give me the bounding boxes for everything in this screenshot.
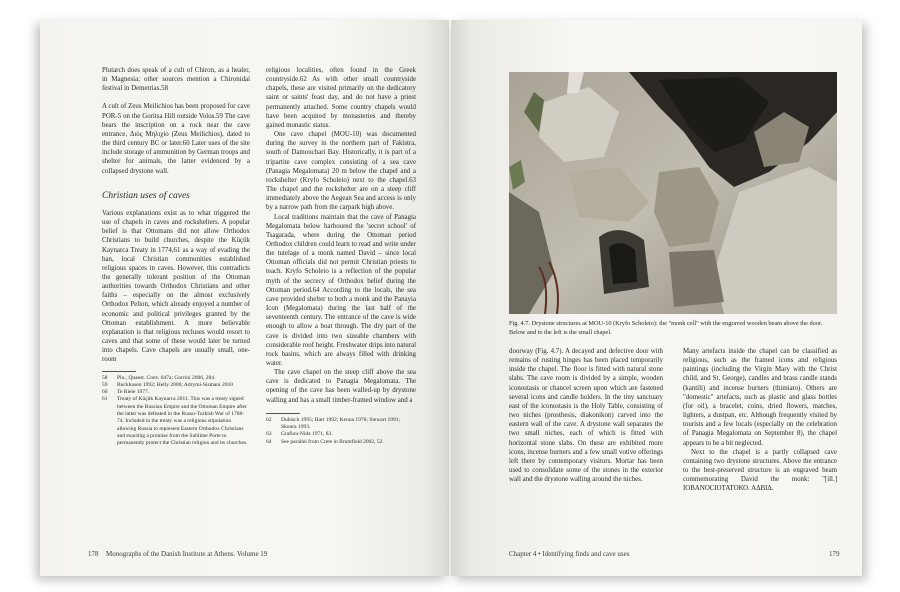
footnote-rule xyxy=(266,413,300,414)
left-running-head: Monographs of the Danish Institute at Athens. Volume 19 xyxy=(106,550,268,558)
cave-rock-image xyxy=(509,72,837,314)
right-running-head: Chapter 4 • Identifying finds and cave uses xyxy=(509,550,630,558)
paragraph: religious localities, often found in the Greek countryside.62 As with other small countryside chapels, these are visited primarily on the dedicatory saint or saints' feast day, and do not have a priest permanently attached. Some country chapels would have been acquired by monasteries and thereby gained monastic status. xyxy=(266,67,416,129)
footnote: 61 Treaty of Küçük Kaynarca 2011. This was a treaty signed between the Russian Empire and the Ottoman Empire after the latter was defeated in the Russo-Turkish War of 1768-74. Included in the treaty was a religious stipulation allowing Russia to represent Eastern Orthodox Christians and exacting a promise from the Sublime Porte to permanently protect the Christian religion and its churches. xyxy=(102,396,248,447)
left-column-1 xyxy=(102,66,250,448)
cave-photograph xyxy=(509,72,837,314)
right-page-number: 179 xyxy=(829,550,840,558)
paragraph: Many artefacts inside the chapel can be classified as religious, such as the framed icons and religious paintings (including the Virgin Mary with the Christ child, and St. George), candles and brass candle stands (kantili) and incense burners (thimiato). Others are "domestic" artefacts, such as plastic and glass bottles (for oil), a bracelet, coins, dried flowers, matches, lighters, a dustpan, etc. Although frequently visited by tourists and a few locals (especially on the celebration of Panagia Megalomata on September 8), the chapel appears to be a bit neglected. xyxy=(683,348,837,447)
paragraph: doorway (Fig. 4.7). A decayed and defective door with remains of rusting hinges has been placed temporarily inside the chapel. The floor is fitted with natural stone slabs. The cave room is divided by a simple, wooden iconostasis or chancel screen upon which are fastened several icons and candle holders. In the tiny sanctuary east of the iconostasis is the Holy Table, consisting of two niches (prosthesis, diakonikon) carved into the eastern wall of the cave. A drystone wall separates the two small niches, each of which is fitted with horizontal stone slabs. On these are exhibited more icons, incense burners and a few small votive offerings left there by contemporary visitors. Mortar has been used to consolidate some of the stones in the exterior wall and the drystone walling around the niches. xyxy=(509,348,663,484)
paragraph: A cult of Zeus Meilichios has been proposed for cave POR-5 on the Goritsa Hill outside Volos.59 The cave bears the inscription on a rock near the cave entrance, Διὸς Μηλιχίο (Zeus Meilichios), dated to the third century BC or later.60 Later uses of the site include storage of ammunition by German troops and shelter for animals, the latter evidenced by a collapsed drystone wall. xyxy=(102,103,250,175)
right-page xyxy=(451,20,862,576)
paragraph: Local traditions maintain that the cave of Panagia Megalomata below harboured the 'secret school' of Tsagarada, where during the Ottoman period Orthodox children could learn to read and write under the tutelage of a monk named David – since local Ottoman officials did not permit Christian priests to teach. Kryfo Scholeio is a reflection of the popular myth of the secrecy of Orthodox belief during the Ottoman period.64 According to the locals, the sea cave provided shelter to both a monk and the Panayia Icon (Megalomata) during the last half of the seventeenth century. The entrance of the cave is wide enough to allow a boat through. The dry part of the cave is divided into two sizeable chambers with considerable roof height. Freshwater drips into natural rock basins, which are always filled with drinking water. xyxy=(266,213,416,367)
paragraph: The cave chapel on the steep cliff above the sea cave is dedicated to Panagia Megalomata. The opening of the cave has been walled-up by drystone walling and has a small timber-framed window and a xyxy=(266,369,416,404)
right-column-1 xyxy=(509,347,663,484)
section-heading: Christian uses of caves xyxy=(102,190,190,201)
open-book xyxy=(40,20,862,576)
footnote: 58 Plu., Quaest. Conv. 647a; Gorrini 2006, 284. xyxy=(102,374,216,381)
left-page xyxy=(40,20,449,576)
footnote: 62 Dubisch 1995; Hart 1992; Kenna 1976; Stewart 1991; Skoura 1993. xyxy=(266,416,400,431)
paragraph: One cave chapel (MOU-10) was documented during the survey in the northern part of Fakistra, south of Damouchari Bay. Historically, it is part of a tripartite cave complex consisting of a sea cave (Panagia Megalomata) 20 m below the chapel and a rockshelter (Kryfo Scholeio) next to the chapel.63 The chapel and the rockshelter are on a steep cliff immediately above the Aegean Sea and access is only by a narrow path from the carpark high above. xyxy=(266,131,416,212)
left-column-2 xyxy=(266,66,416,446)
footnote: 64 See parallel from Crete in Brumfield 2002, 52. xyxy=(266,438,384,445)
footnote: 59 Buckhusen 1992; Helly 2006; Adrymi-Sismani 2010 xyxy=(102,381,233,388)
paragraph: Plutarch does speak of a cult of Chiron, as a healer, in Magnesia; other sources mention a Chironidai festival in Demetrias.58 xyxy=(102,67,250,93)
footnote: 63 Grafiou-Nida 1971, 83. xyxy=(266,431,333,438)
footnote-rule xyxy=(102,371,136,372)
paragraph: Various explanations exist as to what triggered the use of chapels in caves and rockshelters. A popular belief is that Ottomans did not allow Orthodox Christians to build churches, despite the Küçük Kaynarca Treaty in 1774,61 as a way of evading the ban, local Christian communities established religious spaces in caves. However, this contradicts the generally tolerant position of the Ottoman authorities towards Orthodox Christians and other faiths – especially on the almost exclusively Orthodox Pelion, which already enjoyed a number of economic and political privileges granted by the Ottoman establishment. A more believable explanation is that religious recluses would resort to caves and that some of these would later be turned into chapels. Cave chapels are usually small, one-room xyxy=(102,209,250,364)
figure-caption: Fig. 4.7. Drystone structures at MOU-10 (Kryfo Scholeio): the "monk cell" with the engraved wooden beam above the door. Below and to the left is the small chapel. xyxy=(509,320,823,336)
left-page-number: 178 xyxy=(88,550,99,558)
footnote: 60 Te Riele 1977. xyxy=(102,389,150,396)
paragraph: Next to the chapel is a partly collapsed cave containing two drystone structures. Above the entrance to the best-preserved structure is an engraved beam commemorating David the monk: "[ill.] ΙΟΒΑΝΟCΙΟΤΑΤΟΚΟ. ΑΔΒΙΔ. xyxy=(683,448,837,493)
right-column-2 xyxy=(683,347,837,494)
